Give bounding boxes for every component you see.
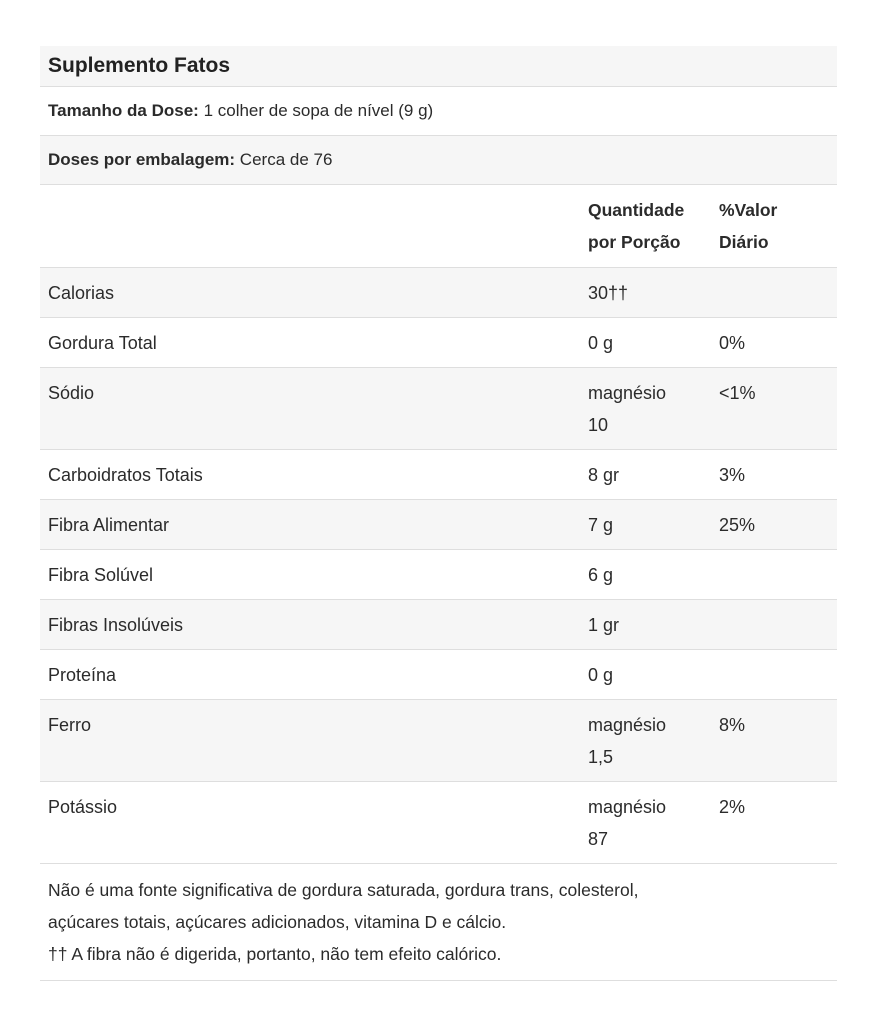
nutrient-amount: 30†† [588,283,629,303]
nutrient-amount: magnésio 87 [588,797,667,849]
nutrient-amount: magnésio 10 [588,383,667,435]
nutrient-name: Ferro [48,715,92,735]
servings-per-container-row [40,136,837,185]
nutrient-name: Calorias [48,283,115,303]
nutrient-row [40,700,837,782]
serving-size-row [40,87,837,136]
nutrient-name: Fibra Solúvel [48,565,154,585]
nutrient-daily-value [719,559,837,599]
daily-value-column-header [719,194,837,267]
nutrient-row [40,500,837,550]
nutrient-row [40,450,837,500]
nutrient-daily-value [719,659,837,699]
servings-label: Doses por embalagem: [48,150,236,169]
nutrient-row [40,650,837,700]
supplement-facts-panel [40,46,837,981]
nutrient-name: Gordura Total [48,333,157,353]
nutrient-row [40,600,837,650]
footnote-line3: †† A fibra não é digerida, portanto, não tem efeito calórico. [48,944,502,964]
serving-size-value: 1 colher de sopa de nível (9 g) [203,101,434,120]
nutrient-daily-value: 8% [719,715,746,735]
nutrient-row [40,550,837,600]
footnote-line1: Não é uma fonte significativa de gordura saturada, gordura trans, colesterol, [48,880,639,900]
dv-header-line2: Diário [719,232,769,252]
nutrient-daily-value [719,609,837,649]
nutrient-daily-value: 3% [719,465,746,485]
nutrient-name: Sódio [48,383,95,403]
nutrient-column-header [40,194,588,267]
nutrient-row [40,368,837,450]
dv-header-line1: %Valor [719,200,778,220]
nutrient-row [40,318,837,368]
nutrient-amount: 7 g [588,515,614,535]
amount-column-header [588,194,719,267]
column-header-row [40,185,837,268]
nutrient-daily-value: 0% [719,333,746,353]
amount-header-line2: por Porção [588,232,681,252]
nutrient-amount: 1 gr [588,615,620,635]
nutrient-rows [40,268,837,864]
serving-size-label: Tamanho da Dose: [48,101,199,120]
nutrient-name: Fibra Alimentar [48,515,170,535]
title-row [40,46,837,87]
nutrient-row [40,782,837,864]
nutrient-name: Proteína [48,665,117,685]
footnote-line2: açúcares totais, açúcares adicionados, vitamina D e cálcio. [48,912,507,932]
nutrient-amount: 6 g [588,565,614,585]
panel-title: Suplemento Fatos [48,54,231,77]
nutrient-daily-value: 25% [719,515,756,535]
footnote [40,864,837,981]
nutrient-name: Potássio [48,797,118,817]
nutrient-amount: magnésio 1,5 [588,715,667,767]
nutrient-amount: 8 gr [588,465,620,485]
nutrient-row [40,268,837,318]
nutrient-daily-value [719,277,837,317]
amount-header-line1: Quantidade [588,200,685,220]
nutrient-amount: 0 g [588,665,614,685]
nutrient-name: Fibras Insolúveis [48,615,184,635]
nutrient-name: Carboidratos Totais [48,465,203,485]
nutrient-amount: 0 g [588,333,614,353]
nutrient-daily-value: <1% [719,383,756,403]
nutrient-daily-value: 2% [719,797,746,817]
servings-value: Cerca de 76 [239,150,333,169]
